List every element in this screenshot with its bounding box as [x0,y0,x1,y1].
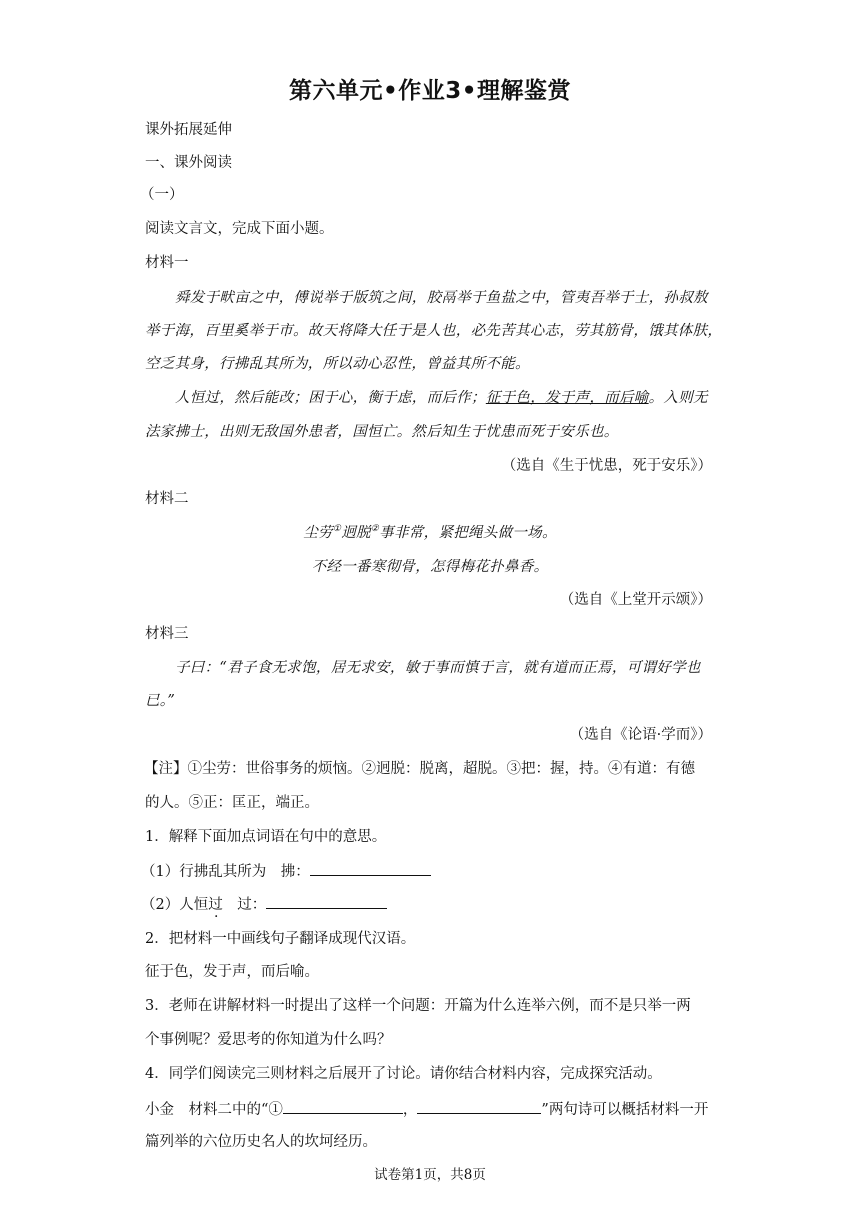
subpart-heading: （一） [140,187,184,203]
material3-line1: 子曰：“君子食无求饱，居无求安，敏于事而慎于言，就有道而正焉，可谓好学也 [175,660,701,676]
question4-text-a: 小金 材料二中的“① [145,1102,283,1118]
material3-source: （选自《论语·学而》） [569,727,712,743]
material3-line2: 已。” [145,693,176,709]
question4-text-b: ， [402,1102,418,1118]
material1-p2-line1 [175,389,708,407]
page-footer: 试卷第1页，共8页 [374,1167,486,1183]
material2-line2: 不经一番寒彻骨，怎得梅花扑鼻香。 [311,559,549,575]
answer-blank[interactable] [283,1099,403,1114]
question2-sentence: 征于色，发于声，而后喻。 [145,964,319,980]
material1-p2-text-a: 人恒过，然后能改；困于心，衡于虑，而后作； [175,390,486,406]
footnote-marker-1: ① [332,524,342,535]
material2-text-c: 事非常，紧把绳头做一场。 [379,525,557,541]
question4-line1 [145,1099,708,1119]
question4-stem: 4．同学们阅读完三则材料之后展开了讨论。请你结合材料内容，完成探究活动。 [145,1066,662,1082]
question1-part1 [141,861,431,881]
material1-p2-text-b: 。入则无 [648,390,708,406]
answer-blank[interactable] [417,1099,541,1114]
question3-line1: 3．老师在讲解材料一时提出了这样一个问题：开篇为什么连举六例，而不是只举一两 [145,998,691,1014]
material1-p1-line3: 空乏其身，行拂乱其所为，所以动心忍性，曾益其所不能。 [145,356,530,372]
material1-p1-line2: 举于海，百里奚举于市。故天将降大任于是人也，必先苦其心志，劳其筋骨，饿其体肤， [145,323,723,339]
note-line1: 【注】①尘劳：世俗事务的烦恼。②迥脱：脱离，超脱。③把：握，持。④有道：有德 [144,761,695,777]
instruction-text: 阅读文言文，完成下面小题。 [145,221,334,237]
material1-underlined-sentence: 征于色，发于声，而后喻 [485,390,649,406]
question4-text-c: ”两句诗可以概括材料一开 [541,1102,709,1118]
material1-label: 材料一 [145,255,189,271]
material2-text-a: 尘劳 [303,525,333,541]
question4-line2: 篇列举的六位历史名人的坎坷经历。 [145,1134,377,1150]
page-title: 第六单元•作业3•理解鉴赏 [289,78,571,104]
material2-text-b: 迥脱 [341,525,371,541]
answer-blank[interactable] [266,894,387,909]
answer-blank[interactable] [310,861,431,876]
question1-part2-text-b: 过： [222,897,267,913]
material2-label: 材料二 [145,491,189,507]
dotted-word: 过 [208,897,223,913]
material1-p2-line2: 法家拂士，出则无敌国外患者，国恒亡。然后知生于忧患而死于安乐也。 [145,424,619,440]
section-heading: 课外拓展延伸 [145,122,232,138]
question1-part2 [141,894,387,914]
note-line2: 的人。⑤正：匡正，端正。 [145,795,319,811]
question1-part1-text: （1）行拂乱其所为 拂： [141,864,310,880]
material2-source: （选自《上堂开示颂》） [559,592,712,608]
question3-line2: 个事例呢？爱思考的你知道为什么吗？ [145,1032,392,1048]
footnote-marker-2: ② [370,524,380,535]
question1-part2-text-a: （2）人恒 [141,897,209,913]
question2-stem: 2．把材料一中画线句子翻译成现代汉语。 [145,931,416,947]
question1-stem: 1．解释下面加点词语在句中的意思。 [145,829,387,845]
material3-label: 材料三 [145,626,189,642]
material1-source: （选自《生于忧患，死于安乐》） [501,458,712,474]
part-heading: 一、课外阅读 [145,155,232,171]
material1-p1-line1: 舜发于畎亩之中，傅说举于版筑之间，胶鬲举于鱼盐之中，管夷吾举于士，孙叔敖 [175,290,708,306]
material2-line1 [0,524,860,542]
